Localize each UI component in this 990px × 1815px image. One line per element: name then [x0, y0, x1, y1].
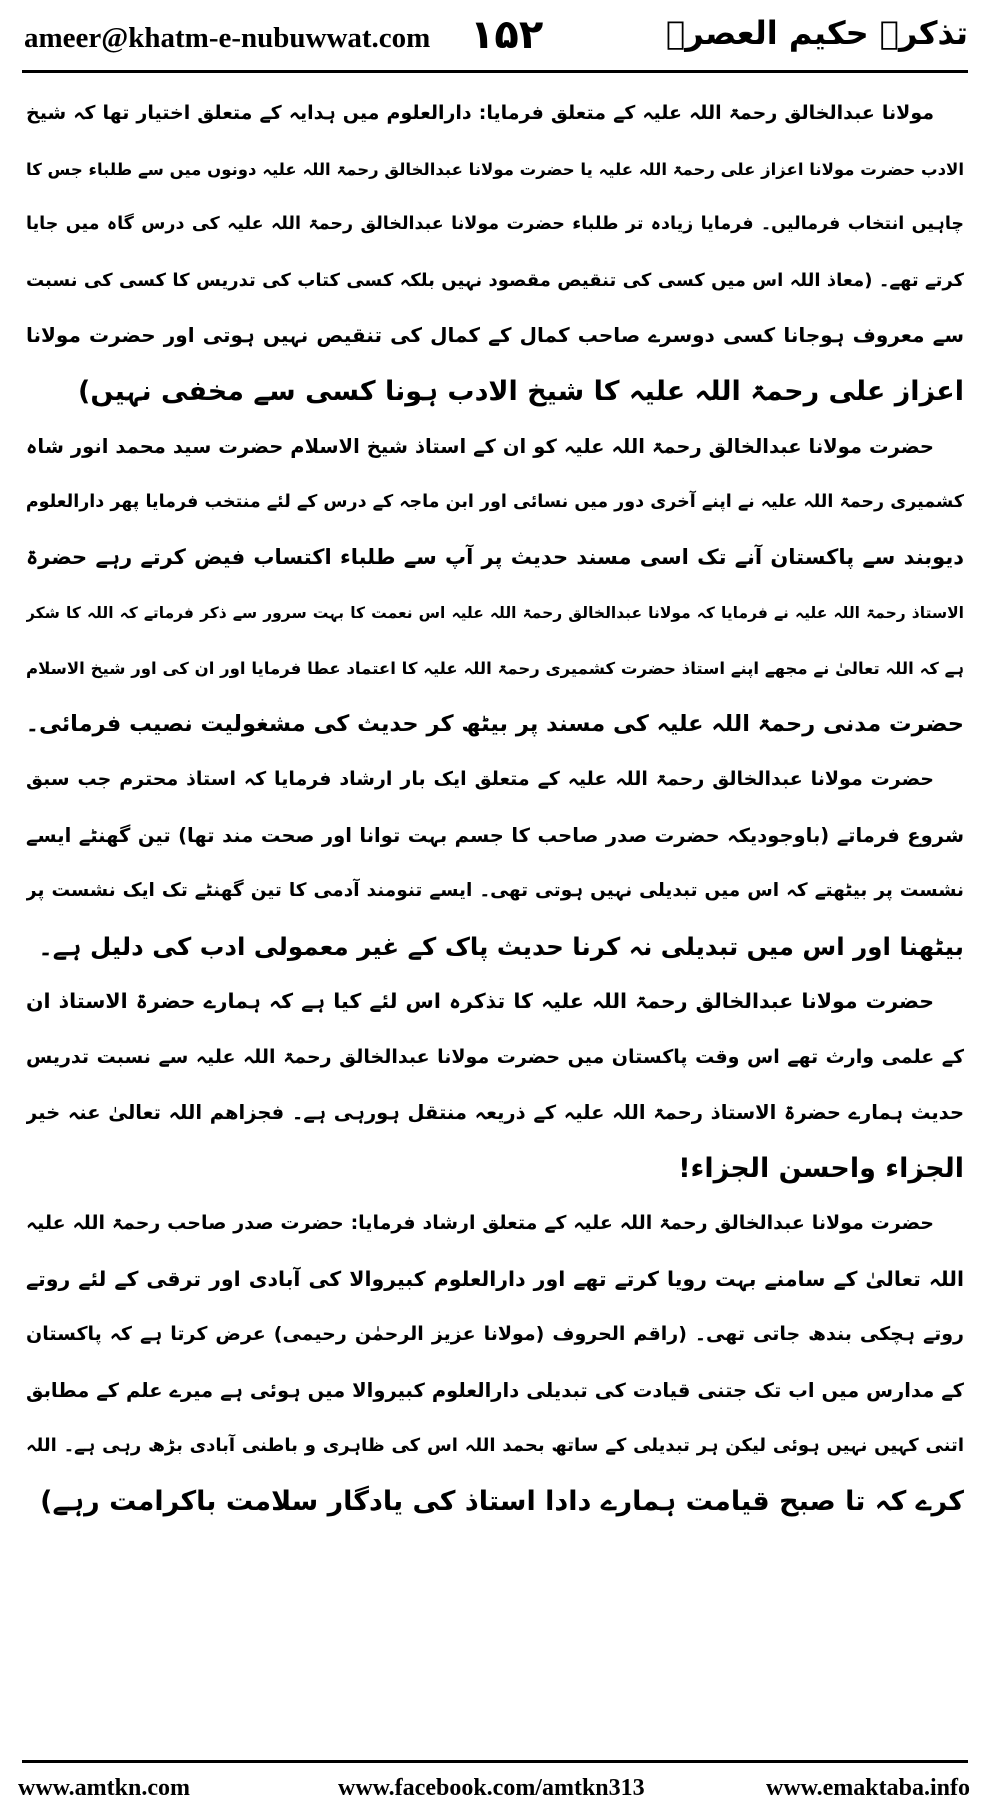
text-line: الادب حضرت مولانا اعزاز علی رحمۃ اللہ علیہ یا حضرت مولانا عبدالخالق رحمۃ اللہ علیہ دونوں میں سے طلباء جس کا: [26, 159, 964, 179]
text-line: دیوبند سے پاکستان آنے تک اسی مسند حدیث پر آپ سے طلباء اکتساب فیض کرتے رہے حضرۃ: [26, 545, 964, 569]
paragraph: [26, 752, 964, 974]
text-line: سے معروف ہوجانا کسی دوسرے صاحب کمال کے کمال کی تنقیص نہیں ہوتی اور حضرت مولانا: [26, 323, 964, 347]
text-line: چاہیں انتخاب فرمالیں۔ فرمایا زیادہ تر طلباء حضرت مولانا عبدالخالق رحمۃ اللہ علیہ کی درس گاہ میں جایا: [26, 214, 964, 234]
paragraph: [26, 1196, 964, 1529]
text-line: کرتے تھے۔ (معاذ اللہ اس میں کسی کی تنقیص مقصود نہیں بلکہ کسی کتاب کی تدریس کا کسی کی نسبت: [26, 269, 964, 291]
text-line: الجزاء واحسن الجزاء!: [678, 1152, 964, 1184]
text-line: کشمیری رحمۃ اللہ علیہ نے اپنے آخری دور میں نسائی اور ابن ماجہ کے درس کے لئے منتخب فرمایا پھر دارالعلوم: [26, 491, 964, 512]
text-line: کے علمی وارث تھے اس وقت پاکستان میں حضرت مولانا عبدالخالق رحمۃ اللہ علیہ سے نسبت تدریس: [26, 1045, 964, 1068]
text-line: حدیث ہمارے حضرۃ الاستاذ رحمۃ اللہ علیہ کے ذریعہ منتقل ہورہی ہے۔ فجزاھم اللہ تعالیٰ عنہ خیر: [26, 1101, 964, 1124]
page-number: ۱۵۲: [470, 12, 544, 58]
header-divider: [22, 70, 968, 73]
text-line: اللہ تعالیٰ کے سامنے بہت رویا کرتے تھے اور دارالعلوم کبیروالا کی آبادی اور ترقی کے لئے روتے: [26, 1266, 964, 1291]
text-line: اعزاز علی رحمۃ اللہ علیہ کا شیخ الادب ہونا کسی سے مخفی نہیں): [78, 375, 964, 407]
text-line: حضرت مولانا عبدالخالق رحمۃ اللہ علیہ کا تذکرہ اس لئے کیا ہے کہ ہمارے حضرۃ الاستاذ ان: [26, 989, 934, 1013]
footer-link-emaktaba[interactable]: www.emaktaba.info: [765, 1775, 970, 1801]
paragraph: [26, 86, 964, 419]
page-body: [26, 86, 964, 1752]
text-line: بیٹھنا اور اس میں تبدیلی نہ کرنا حدیث پاک کے غیر معمولی ادب کی دلیل ہے۔: [38, 931, 964, 961]
text-line: ہے کہ اللہ تعالیٰ نے مجھے اپنے استاذ حضرت کشمیری رحمۃ اللہ علیہ کا اعتماد عطا فرمایا اور ان کی اور شیخ الاسلام: [26, 659, 964, 678]
text-line: شروع فرماتے (باوجودیکہ حضرت صدر صاحب کا جسم بہت توانا اور صحت مند تھا) تین گھنٹے ایسے: [26, 823, 964, 847]
text-line: روتے ہچکی بندھ جاتی تھی۔ (راقم الحروف (مولانا عزیز الرحمٰن رحیمی) عرض کرتا ہے کہ پاکستان: [26, 1323, 964, 1345]
text-line: مولانا عبدالخالق رحمۃ اللہ علیہ کے متعلق فرمایا: دارالعلوم میں ہدایہ کے متعلق اختیار تھا کہ شیخ: [26, 102, 934, 124]
book-title: تذکرہ حکیم العصرؒ: [665, 14, 968, 52]
text-line: حضرت مدنی رحمۃ اللہ علیہ کی مسند پر بیٹھ کر حدیث کی مشغولیت نصیب فرمائی۔: [26, 710, 964, 737]
text-line: کرے کہ تا صبح قیامت ہمارے دادا استاذ کی یادگار سلامت باکرامت رہے): [40, 1485, 964, 1517]
text-line: حضرت مولانا عبدالخالق رحمۃ اللہ علیہ کے متعلق ارشاد فرمایا: حضرت صدر صاحب رحمۃ اللہ علیہ: [26, 1212, 934, 1234]
text-line: نشست پر بیٹھتے کہ اس میں تبدیلی نہیں ہوتی تھی۔ ایسے تنومند آدمی کا تین گھنٹے تک ایک نشست پر: [26, 880, 964, 901]
paragraph: [26, 419, 964, 752]
header-email: ameer@khatm-e-nubuwwat.com: [24, 22, 431, 54]
paragraph: [26, 974, 964, 1196]
page-footer: [0, 1775, 990, 1811]
text-line: الاستاذ رحمۃ اللہ علیہ نے فرمایا کہ مولانا عبدالخالق رحمۃ اللہ علیہ اس نعمت کا بہت سرور سے ذکر فرماتے کہ اللہ کا شکر: [26, 603, 964, 622]
text-line: اتنی کہیں نہیں ہوئی لیکن ہر تبدیلی کے ساتھ بحمد اللہ اس کی ظاہری و باطنی آبادی بڑھ رہی ہے۔ اللہ: [26, 1435, 964, 1456]
footer-divider: [22, 1760, 968, 1763]
text-line: کے مدارس میں اب تک جتنی قیادت کی تبدیلی دارالعلوم کبیروالا میں ہوئی ہے میرے علم کے مطابق: [26, 1378, 964, 1402]
footer-link-facebook[interactable]: www.facebook.com/amtkn313: [338, 1775, 645, 1801]
text-line: حضرت مولانا عبدالخالق رحمۃ اللہ علیہ کو ان کے استاذ شیخ الاسلام حضرت سید محمد انور شاہ: [26, 435, 934, 458]
footer-link-amtkn[interactable]: www.amtkn.com: [18, 1775, 190, 1801]
text-line: حضرت مولانا عبدالخالق رحمۃ اللہ علیہ کے متعلق ایک بار ارشاد فرمایا کہ استاذ محترم جب سبق: [26, 768, 934, 790]
